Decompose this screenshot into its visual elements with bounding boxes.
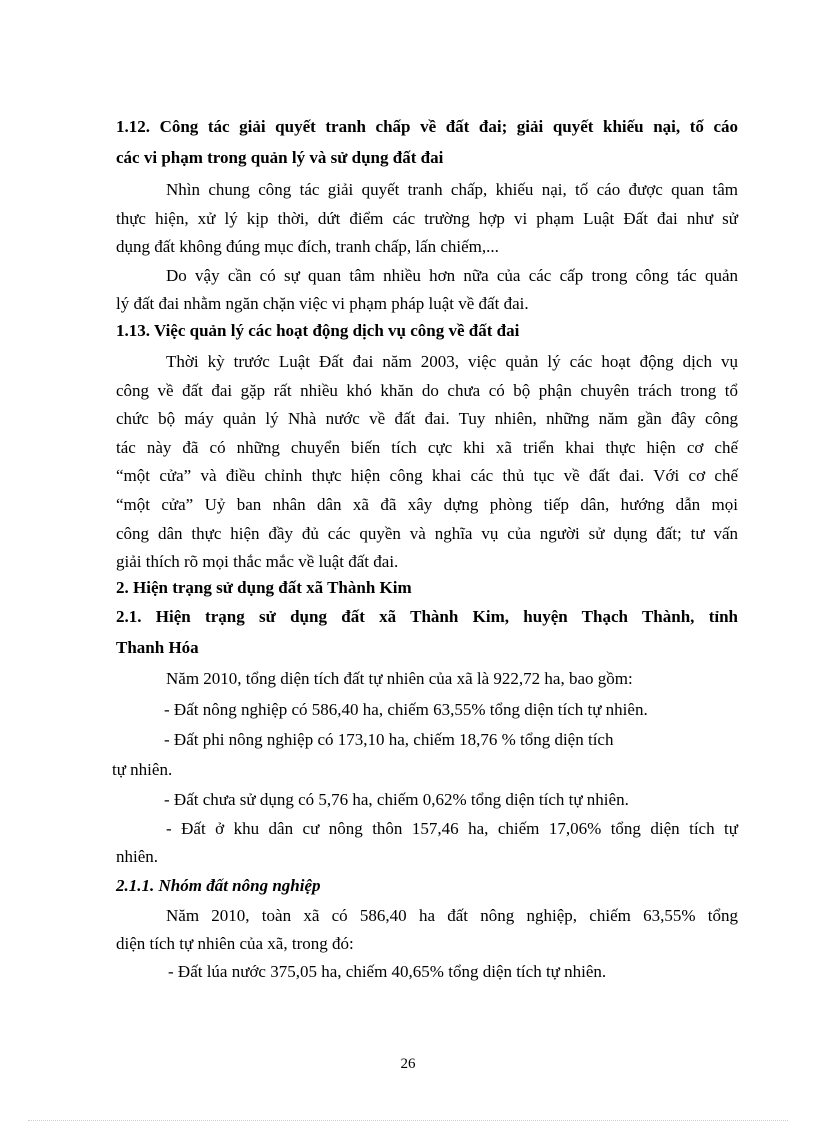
heading-1-13: 1.13. Việc quản lý các hoạt động dịch vụ công về đất đai <box>116 321 520 340</box>
heading-1-12: 1.12. Công tác giải quyết tranh chấp về đất đai; giải quyết khiếu nại, tố cáo <box>116 117 738 136</box>
page-number: 26 <box>400 1056 416 1072</box>
paragraph-line: công về đất đai gặp rất nhiều khó khăn do chưa có bộ phận chuyên trách trong tổ <box>116 381 738 400</box>
paragraph-line: lý đất đai nhằm ngăn chặn việc vi phạm pháp luật về đất đai. <box>116 294 529 313</box>
paragraph-line: Nhìn chung công tác giải quyết tranh chấp, khiếu nại, tố cáo được quan tâm <box>166 180 738 199</box>
paragraph-line: “một cửa” Uỷ ban nhân dân xã đã xây dựng phòng tiếp dân, hướng dẫn mọi <box>116 495 738 514</box>
paragraph-line: “một cửa” và điều chỉnh thực hiện công khai các thủ tục về đất đai. Với cơ chế <box>116 466 738 485</box>
paragraph-line: thực hiện, xử lý kịp thời, dứt điểm các trường hợp vi phạm Luật Đất đai như sử <box>116 209 738 228</box>
paragraph-line: dụng đất không đúng mục đích, tranh chấp, lấn chiếm,... <box>116 237 499 256</box>
list-item: - Đất phi nông nghiệp có 173,10 ha, chiếm 18,76 % tổng diện tích <box>164 730 614 749</box>
heading-2-1-cont: Thanh Hóa <box>116 638 199 657</box>
list-item: - Đất lúa nước 375,05 ha, chiếm 40,65% tổng diện tích tự nhiên. <box>168 962 607 981</box>
heading-2-1-1: 2.1.1. Nhóm đất nông nghiệp <box>116 876 321 895</box>
paragraph-line: công dân thực hiện đầy đủ các quyền và nghĩa vụ của người sử dụng đất; tư vấn <box>116 524 738 543</box>
page-bottom-divider <box>28 1120 788 1121</box>
heading-2: 2. Hiện trạng sử dụng đất xã Thành Kim <box>116 578 412 597</box>
list-item-cont: nhiên. <box>116 847 159 866</box>
paragraph-line: chức bộ máy quản lý Nhà nước về đất đai. Tuy nhiên, những năm gần đây công <box>116 409 738 428</box>
paragraph-line: giải thích rõ mọi thắc mắc về luật đất đai. <box>116 552 399 571</box>
paragraph-line: tác này đã có những chuyển biến tích cực khi xã triển khai thực hiện cơ chế <box>116 438 738 457</box>
heading-2-1: 2.1. Hiện trạng sử dụng đất xã Thành Kim, huyện Thạch Thành, tỉnh <box>116 607 738 626</box>
paragraph-line: Năm 2010, toàn xã có 586,40 ha đất nông nghiệp, chiếm 63,55% tổng <box>166 906 738 925</box>
list-item-cont: tự nhiên. <box>112 760 173 779</box>
paragraph-line: Thời kỳ trước Luật Đất đai năm 2003, việc quản lý các hoạt động dịch vụ <box>166 352 738 371</box>
list-item: - Đất ở khu dân cư nông thôn 157,46 ha, chiếm 17,06% tổng diện tích tự <box>166 819 738 838</box>
paragraph-line: diện tích tự nhiên của xã, trong đó: <box>116 934 354 953</box>
heading-1-12-cont: các vi phạm trong quản lý và sử dụng đất đai <box>116 148 444 167</box>
paragraph-line: Do vậy cần có sự quan tâm nhiều hơn nữa của các cấp trong công tác quản <box>166 266 738 285</box>
paragraph-line: Năm 2010, tổng diện tích đất tự nhiên của xã là 922,72 ha, bao gồm: <box>166 669 633 688</box>
list-item: - Đất nông nghiệp có 586,40 ha, chiếm 63,55% tổng diện tích tự nhiên. <box>164 700 648 719</box>
list-item: - Đất chưa sử dụng có 5,76 ha, chiếm 0,62% tổng diện tích tự nhiên. <box>164 790 629 809</box>
